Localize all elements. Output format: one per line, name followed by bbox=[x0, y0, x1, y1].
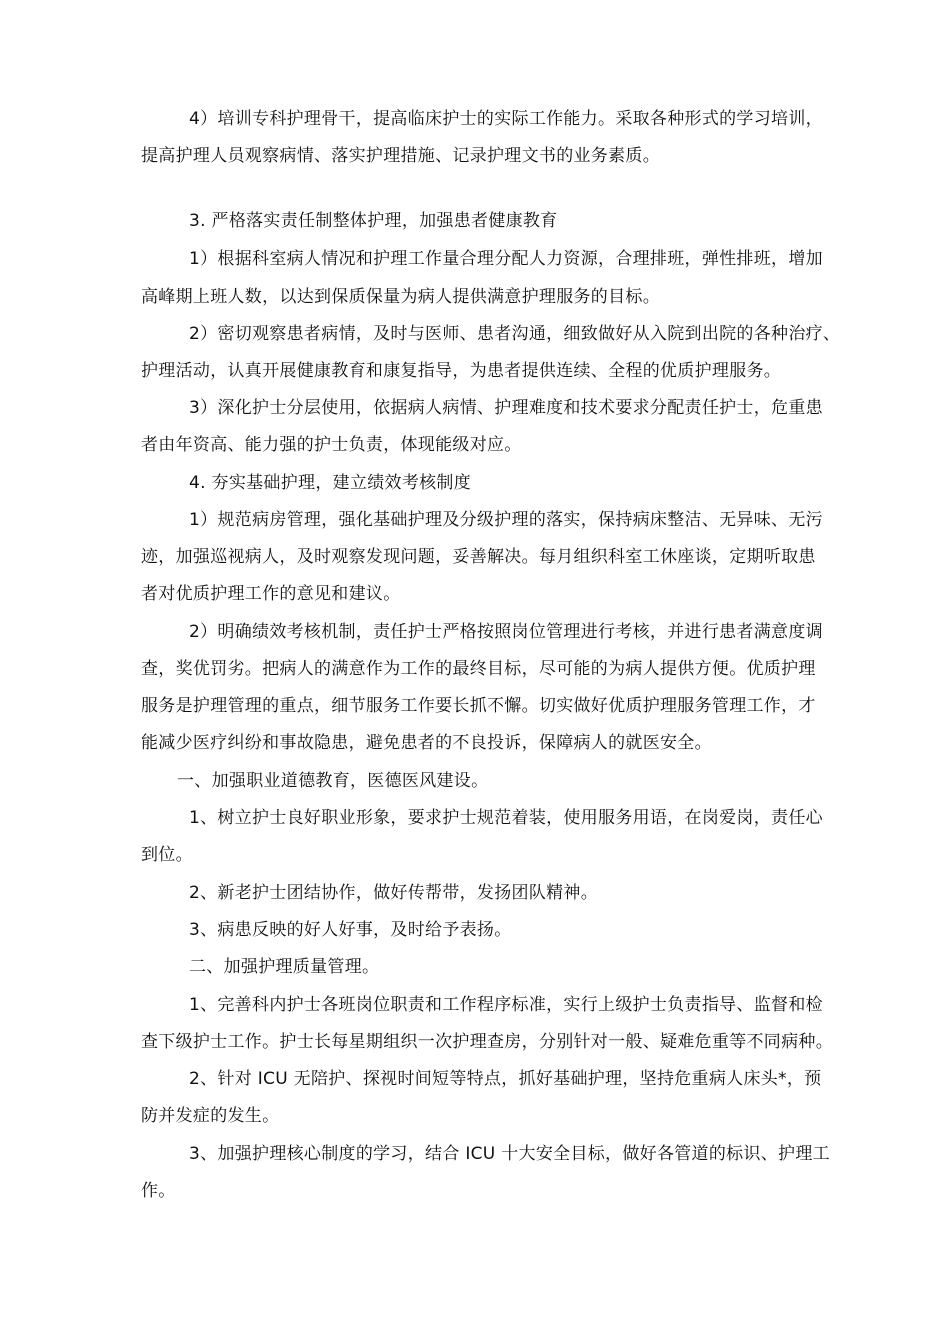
paragraph-line: 1、树立护士良好职业形象，要求护士规范着装，使用服务用语，在岗爱岗，责任心 bbox=[189, 808, 823, 828]
section-heading: 二、加强护理质量管理。 bbox=[189, 957, 380, 977]
paragraph-line: 查下级护士工作。护士长每星期组织一次护理查房，分别针对一般、疑难危重等不同病种。 bbox=[141, 1032, 833, 1052]
paragraph-line: 迹，加强巡视病人，及时观察发现问题，妥善解决。每月组织科室工休座谈，定期听取患 bbox=[141, 547, 816, 567]
paragraph-line: 2、针对 ICU 无陪护、探视时间短等特点，抓好基础护理，坚持危重病人床头*，预 bbox=[189, 1069, 822, 1089]
paragraph-line: 者由年资高、能力强的护士负责，体现能级对应。 bbox=[141, 435, 522, 455]
paragraph-line: 1）规范病房管理，强化基础护理及分级护理的落实，保持病床整洁、无异味、无污 bbox=[189, 510, 823, 530]
paragraph-line: 2）密切观察患者病情，及时与医师、患者沟通，细致做好从入院到出院的各种治疗、 bbox=[189, 324, 841, 344]
paragraph-line: 3）深化护士分层使用，依据病人病情、护理难度和技术要求分配责任护士，危重患 bbox=[189, 398, 823, 418]
paragraph-line: 到位。 bbox=[141, 845, 193, 865]
paragraph-line: 2）明确绩效考核机制，责任护士严格按照岗位管理进行考核，并进行患者满意度调 bbox=[189, 622, 823, 642]
paragraph-line: 防并发症的发生。 bbox=[141, 1106, 280, 1126]
paragraph-line: 作。 bbox=[141, 1181, 176, 1201]
paragraph-line: 查，奖优罚劣。把病人的满意作为工作的最终目标，尽可能的为病人提供方便。优质护理 bbox=[141, 659, 816, 679]
paragraph-line: 者对优质护理工作的意见和建议。 bbox=[141, 584, 401, 604]
section-heading: 一、加强职业道德教育，医德医风建设。 bbox=[177, 771, 489, 791]
paragraph-line: 4）培训专科护理骨干，提高临床护士的实际工作能力。采取各种形式的学习培训， bbox=[189, 109, 823, 129]
paragraph-line: 3、病患反映的好人好事，及时给予表扬。 bbox=[189, 920, 512, 940]
paragraph-line: 服务是护理管理的重点，细节服务工作要长抓不懈。切实做好优质护理服务管理工作，才 bbox=[141, 696, 816, 716]
paragraph-line: 3、加强护理核心制度的学习，结合 ICU 十大安全目标，做好各管道的标识、护理工 bbox=[189, 1144, 830, 1164]
paragraph-line: 2、新老护士团结协作，做好传帮带，发扬团队精神。 bbox=[189, 883, 599, 903]
paragraph-line: 能减少医疗纠纷和事故隐患，避免患者的不良投诉，保障病人的就医安全。 bbox=[141, 733, 712, 753]
section-heading: 3. 严格落实责任制整体护理，加强患者健康教育 bbox=[189, 211, 558, 231]
paragraph-line: 提高护理人员观察病情、落实护理措施、记录护理文书的业务素质。 bbox=[141, 146, 660, 166]
paragraph-line: 高峰期上班人数，以达到保质保量为病人提供满意护理服务的目标。 bbox=[141, 287, 660, 307]
paragraph-line: 护理活动，认真开展健康教育和康复指导，为患者提供连续、全程的优质护理服务。 bbox=[141, 361, 782, 381]
section-heading: 4. 夯实基础护理，建立绩效考核制度 bbox=[189, 473, 472, 493]
paragraph-line: 1）根据科室病人情况和护理工作量合理分配人力资源，合理排班，弹性排班，增加 bbox=[189, 249, 823, 269]
paragraph-line: 1、完善科内护士各班岗位职责和工作程序标准，实行上级护士负责指导、监督和检 bbox=[189, 995, 823, 1015]
